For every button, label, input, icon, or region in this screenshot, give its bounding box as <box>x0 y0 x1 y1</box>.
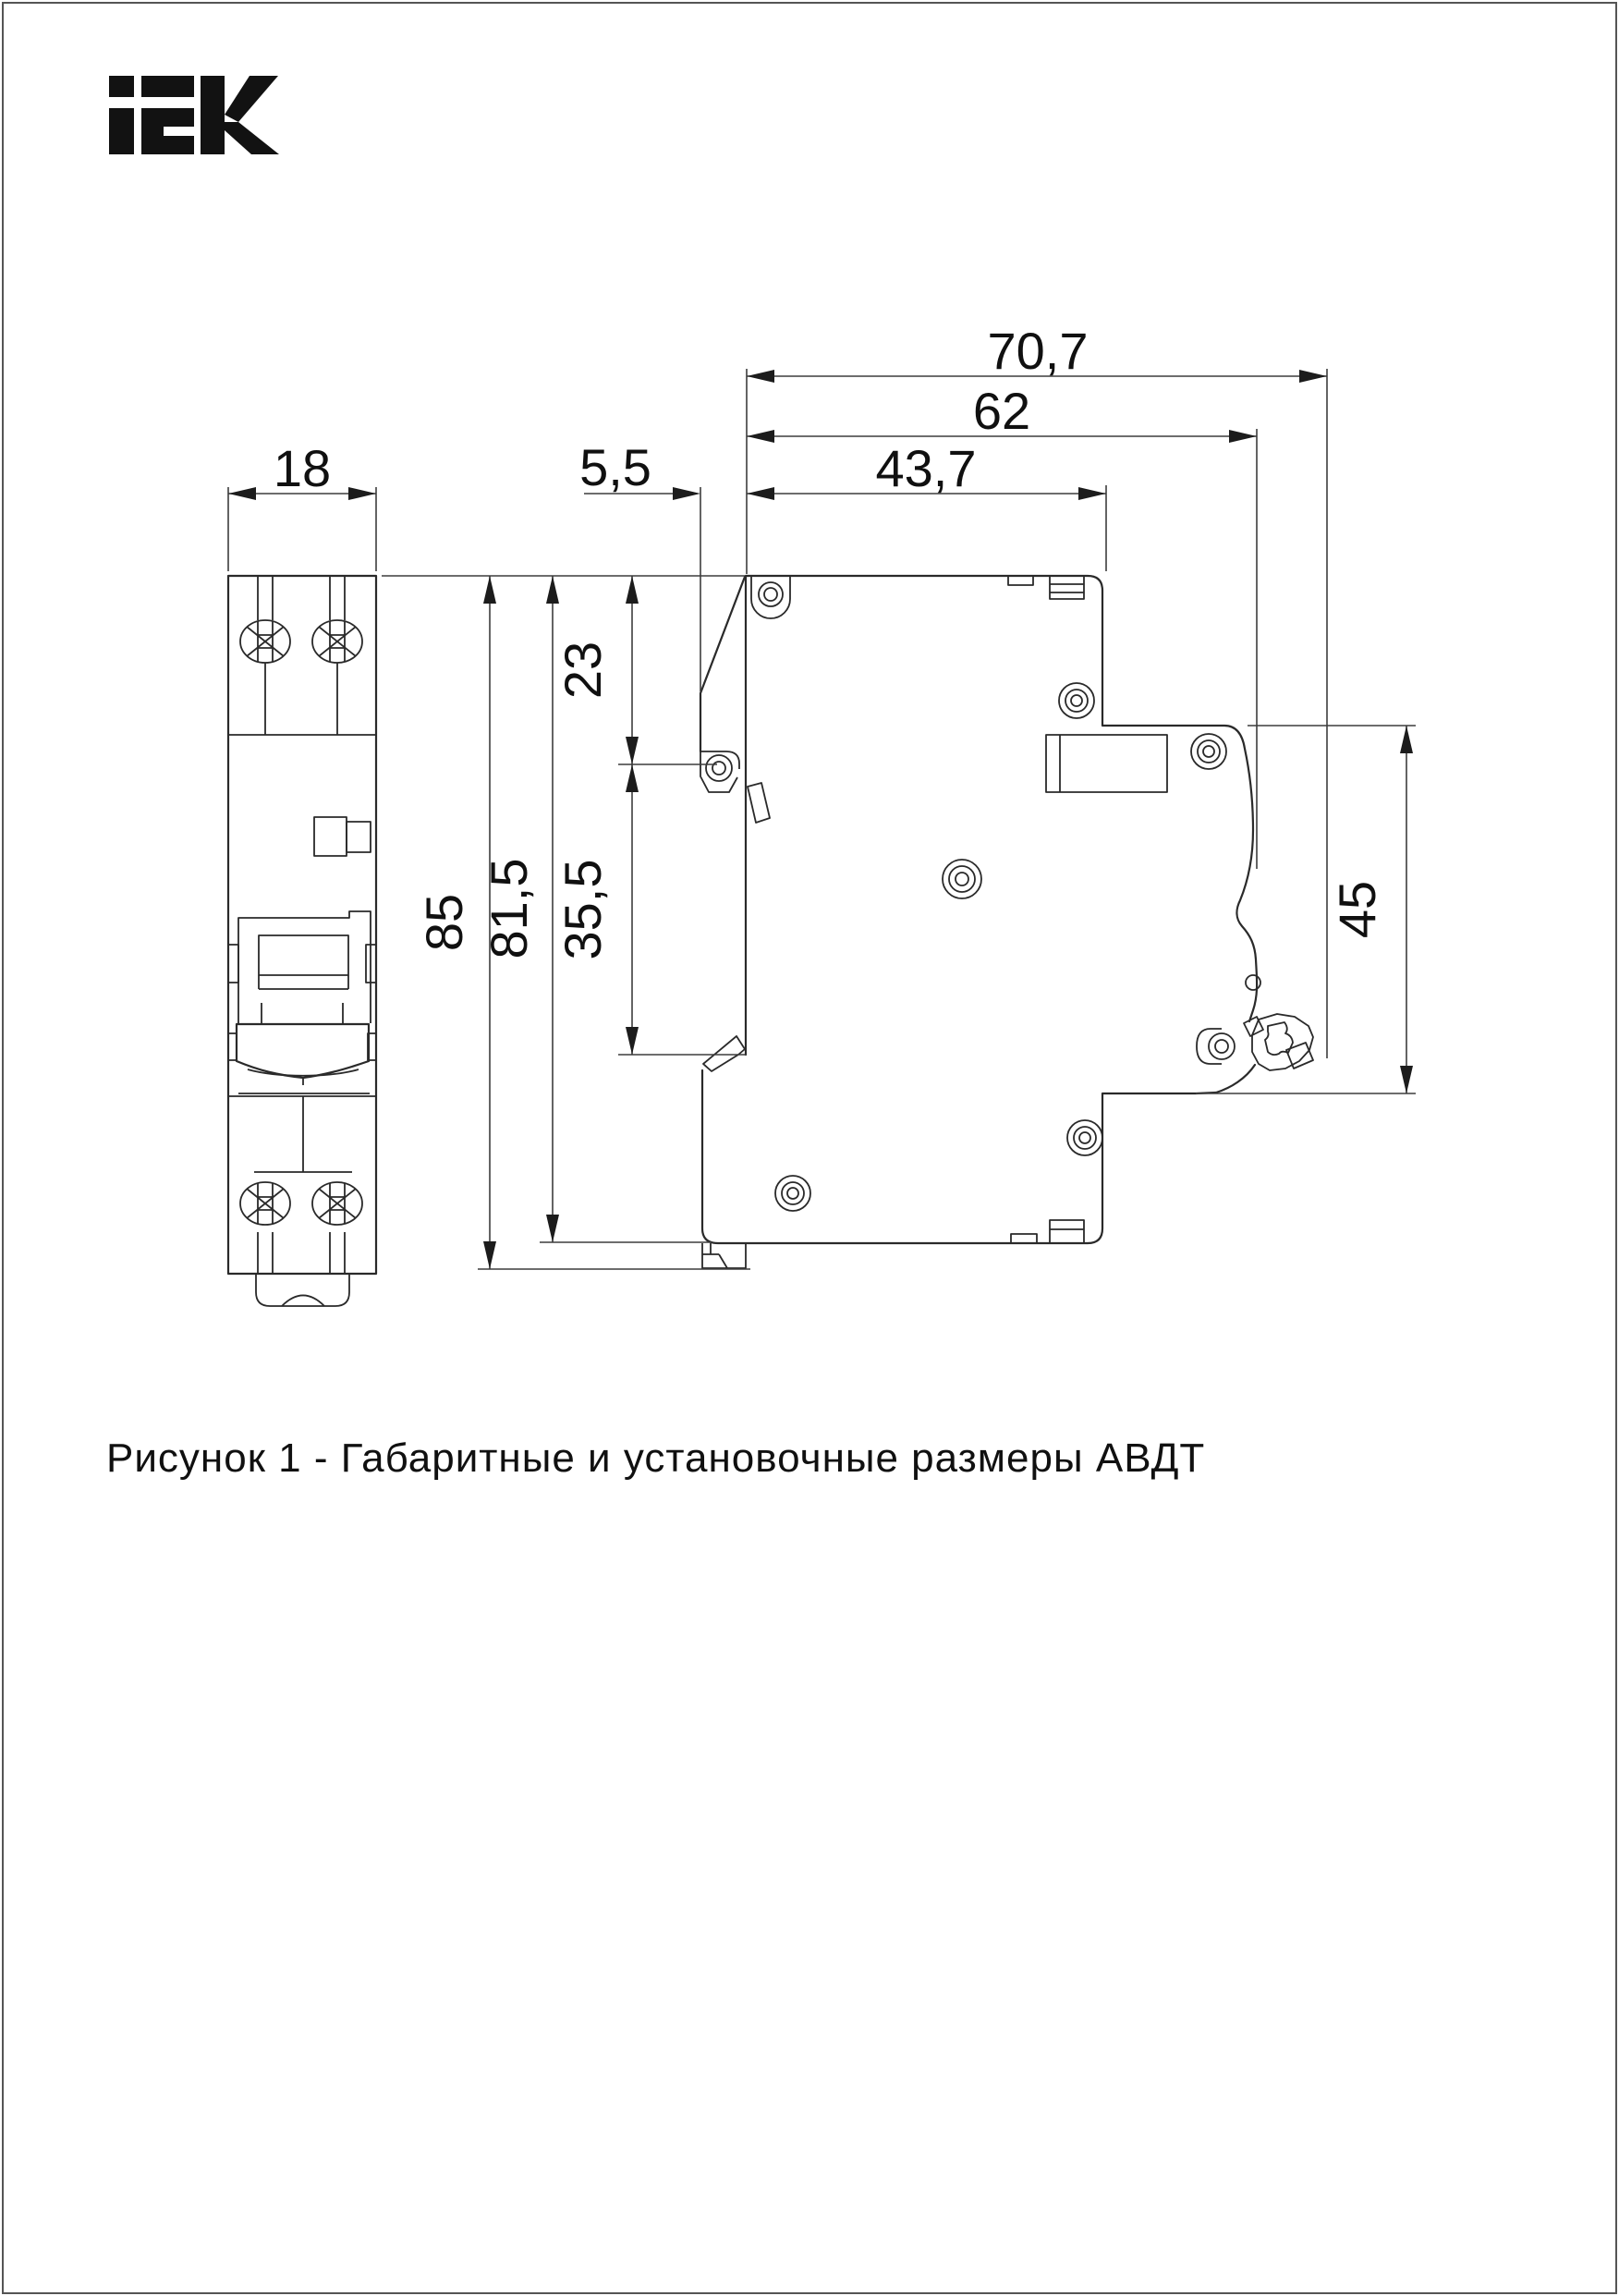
terminal-screw-top-right-icon <box>312 620 362 663</box>
bottom-hook <box>702 1243 746 1268</box>
side-view <box>700 576 1313 1268</box>
dimension-arrows <box>228 370 1413 1269</box>
toggle-pivot <box>700 751 739 792</box>
toggle-area <box>228 911 376 1085</box>
dim-toggle-offset-label: 23 <box>554 641 612 700</box>
side-lever-mark <box>748 783 770 823</box>
screw-flag <box>1244 1014 1313 1070</box>
dim-front-face-label: 35,5 <box>554 859 612 960</box>
dim-protrusion-label: 5,5 <box>579 438 651 496</box>
latch-rivet-icon <box>1197 1029 1235 1064</box>
figure-caption: Рисунок 1 - Габаритные и установочные размеры АВДТ <box>106 1435 1206 1481</box>
rivet-center-icon <box>943 860 981 898</box>
rivet-bottom-left-icon <box>775 1176 810 1211</box>
dim-mid-depth-label: 62 <box>972 382 1031 440</box>
dim-din-height-label: 45 <box>1328 880 1386 939</box>
dimension-lines <box>228 369 1416 1269</box>
toggle-lever <box>237 1024 369 1078</box>
dim-module-width-label: 18 <box>273 439 332 497</box>
rivet-top-left-icon <box>751 577 790 618</box>
test-button <box>314 817 347 856</box>
terminal-screw-top-left-icon <box>240 620 290 663</box>
dimension-labels <box>274 322 1386 960</box>
front-protrusion <box>700 577 745 751</box>
dim-upper-depth-label: 43,7 <box>875 439 977 497</box>
rivet-upper-right-icon <box>1059 683 1094 718</box>
din-clip-front <box>256 1274 349 1306</box>
dim-total-height-label: 85 <box>415 893 473 952</box>
rivet-right-icon <box>1191 734 1226 769</box>
dim-total-depth-label: 70,7 <box>987 322 1089 380</box>
front-wedge <box>703 1036 745 1071</box>
rivet-lower-right-icon <box>1067 1120 1102 1155</box>
terminal-screw-bottom-left-icon <box>240 1182 290 1225</box>
iek-logo-icon <box>0 0 279 154</box>
latch-hole <box>1246 975 1260 990</box>
din-window <box>1046 735 1167 792</box>
front-view <box>228 576 376 1306</box>
page-border <box>3 3 1616 2293</box>
terminal-screw-bottom-right-icon <box>312 1182 362 1225</box>
dim-body-height-label: 81,5 <box>480 858 538 959</box>
